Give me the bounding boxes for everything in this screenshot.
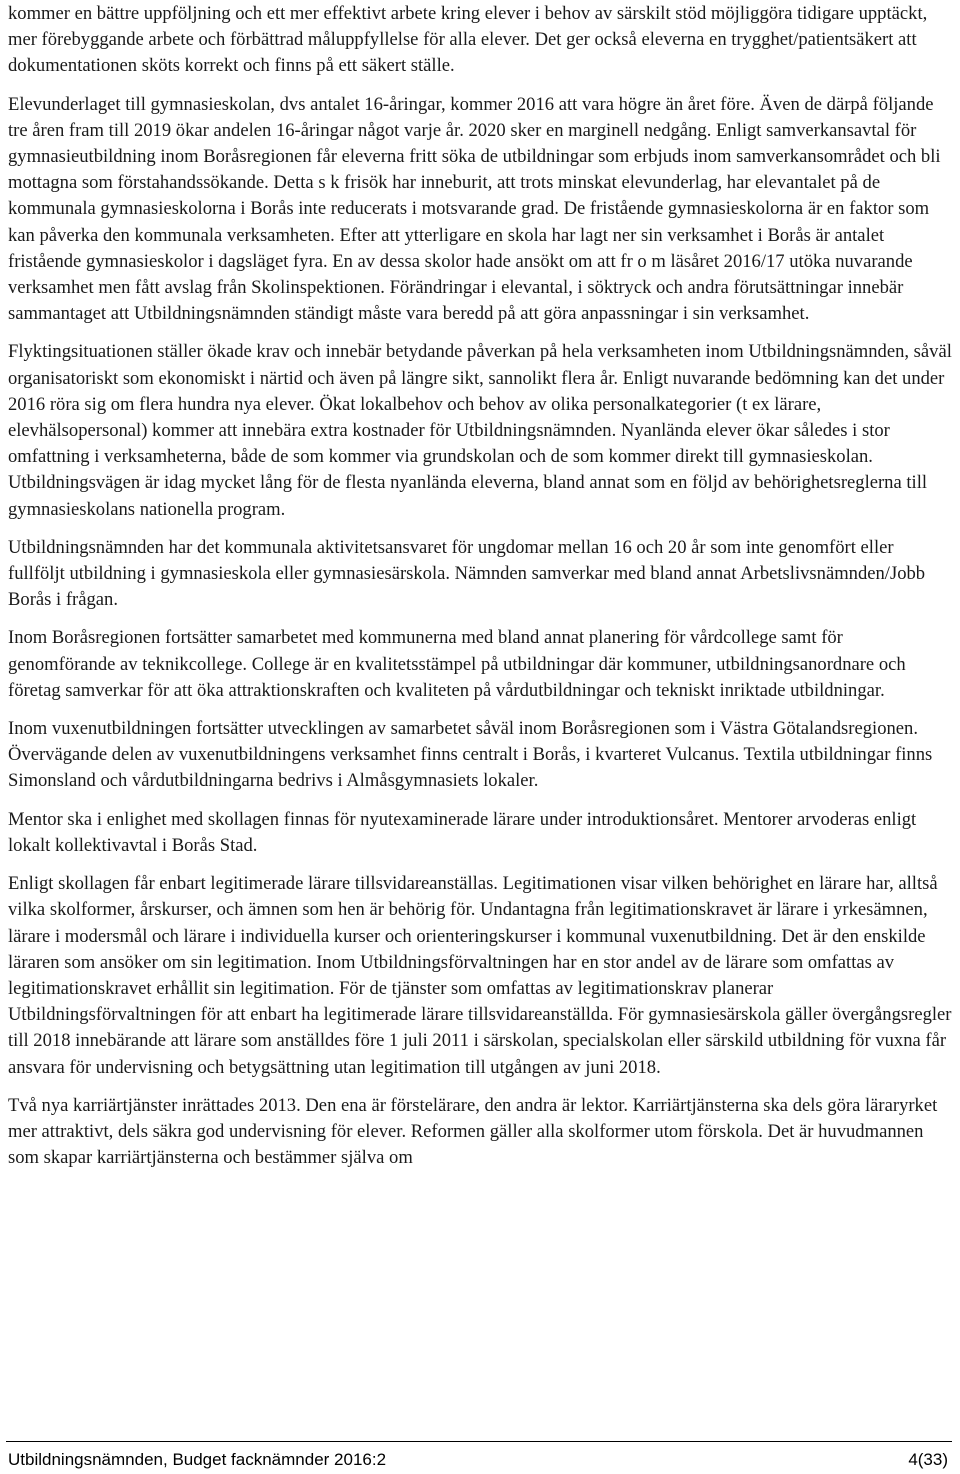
paragraph-mentor: Mentor ska i enlighet med skollagen finnas för nyutexaminerade lärare under introduktionsåret. Mentorer arvoderas enligt lokalt kollektivavtal i Borås Stad.: [8, 808, 917, 856]
footer-document-title: Utbildningsnämnden, Budget facknämnder 2016:2: [8, 1450, 387, 1469]
paragraph-college: Inom Boråsregionen fortsätter samarbetet med kommunerna med bland annat planering för vårdcollege samt för genomförande av teknikcollege. College är en kvalitetsstämpel på utbildningar där kommuner, utbildningsanordnare och företag samverkar för att öka attraktionskraften och kvaliteten på vårdutbildningar och tekniskt inriktade utbildningar.: [8, 627, 906, 701]
paragraph-career-services: Två nya karriärtjänster inrättades 2013. Den ena är förstelärare, den andra är lektor. Karriärtjänsterna ska dels göra läraryrket mer attraktivt, dels säkra god undervisning för elever. Reformen gäller alla skolformer utom förskola. Det är huvudmannen som skapar karriärtjänsterna och bestämmer själva om: [8, 1094, 938, 1169]
paragraph-legitimation: Enligt skollagen får enbart legitimerade lärare tillsvidareanställas. Legitimationen visar vilken behörighet en lärare har, alltså vilka skolformer, årskurser, och ämnen som hen är behörig för. Undantagna från legitimationskravet är lärare i yrkesämnen, lärare i modersmål och lärare i individuella kurser och orienteringskurser i kommunal vuxenutbildning. Det är den enskilde läraren som ansöker om sin legitimation. Inom Utbildningsförvaltningen har en stor andel av de lärare som omfattas av legitimationskravet erhållit sin legitimation. För de tjänster som omfattas av legitimationskrav planerar Utbildningsförvaltningen för att enbart ha legitimerade lärare tillsvidareanställda. För gymnasiesärskola gäller övergångsregler till 2018 innebärande att lärare som anställdes före 1 juli 2011 i särskolan, specialskolan eller särskild utbildning för vuxna får ansvara för undervisning och betygsättning utan legitimation till utgången av juni 2018.: [8, 873, 952, 1078]
paragraph-adult-education: Inom vuxenutbildningen fortsätter utvecklingen av samarbetet såväl inom Boråsregionen som i Västra Götalandsregionen. Övervägande delen av vuxenutbildningens verksamhet finns centralt i Borås, i kvarteret Vulcanus. Textila utbildningar finns Simonsland och vårdutbildningarna bedrivs i Almåsgymnasiets lokaler.: [8, 718, 933, 792]
footer-page-number: 4(33): [908, 1450, 948, 1469]
paragraph-followup: kommer en bättre uppföljning och ett mer effektivt arbete kring elever i behov av särskilt stöd möjliggöra tidigare upptäckt, mer förebyggande arbete och förbättrad måluppfyllelse för alla elever. Det ger också eleverna en trygghet/patientsäkert att dokumentationen sköts korrekt och finns på ett säkert ställe.: [8, 3, 928, 77]
paragraph-activity-responsibility: Utbildningsnämnden har det kommunala aktivitetsansvaret för ungdomar mellan 16 och 20 år som inte genomfört eller fullföljt utbildning i gymnasieskola eller gymnasiesärskola. Nämnden samverkar med bland annat Arbetslivsnämnden/Jobb Borås i frågan.: [8, 536, 926, 611]
document-body: [8, 0, 954, 1183]
page-footer: [6, 1441, 952, 1469]
paragraph-refugee-situation: Flyktingsituationen ställer ökade krav och innebär betydande påverkan på hela verksamheten inom Utbildningsnämnden, såväl organisatoriskt som ekonomiskt i närtid och även på längre sikt, sannolikt flera år. Enligt nuvarande bedömning kan det under 2016 röra sig om flera hundra nya elever. Ökat lokalbehov och behov av olika personalkategorier (t ex lärare, elevhälsopersonal) kommer att innebära extra kostnader för Utbildningsnämnden. Nyanlända elever ökar således i stor omfattning i verksamheterna, både de som kommer via grundskolan och de som kommer direkt till gymnasieskolan. Utbildningsvägen är idag mycket lång för de flesta nyanlända eleverna, bland annat som en följd av behörighetsreglerna till gymnasieskolans nationella program.: [8, 341, 952, 520]
paragraph-student-base: Elevunderlaget till gymnasieskolan, dvs antalet 16-åringar, kommer 2016 att vara högre än året före. Även de därpå följande tre åren fram till 2019 ökar andelen 16-åringar något varje år. 2020 sker en marginell nedgång. Enligt samverkansavtal för gymnasieutbildning inom Boråsregionen får eleverna fritt söka de utbildningar som erbjuds inom samverkansområdet och bli mottagna som förstahandssökande. Detta s k frisök har inneburit, att trots minskat elevunderlag, har elevantalet på de kommunala gymnasieskolorna i Borås inte reducerats i motsvarande grad. De fristående gymnasieskolorna är en faktor som kan påverka den kommunala verksamheten. Efter att ytterligare en skola har lagt ner sin verksamhet i Borås är antalet fristående gymnasieskolor i dagsläget fyra. En av dessa skolor hade ansökt om att fr o m läsåret 2016/17 utöka nuvarande verksamhet men fått avslag från Skolinspektionen. Förändringar i elevantal, i söktryck och andra förutsättningar innebär sammantaget att Utbildningsnämnden ständigt måste vara beredd på att göra anpassningar i sin verksamhet.: [8, 93, 941, 325]
